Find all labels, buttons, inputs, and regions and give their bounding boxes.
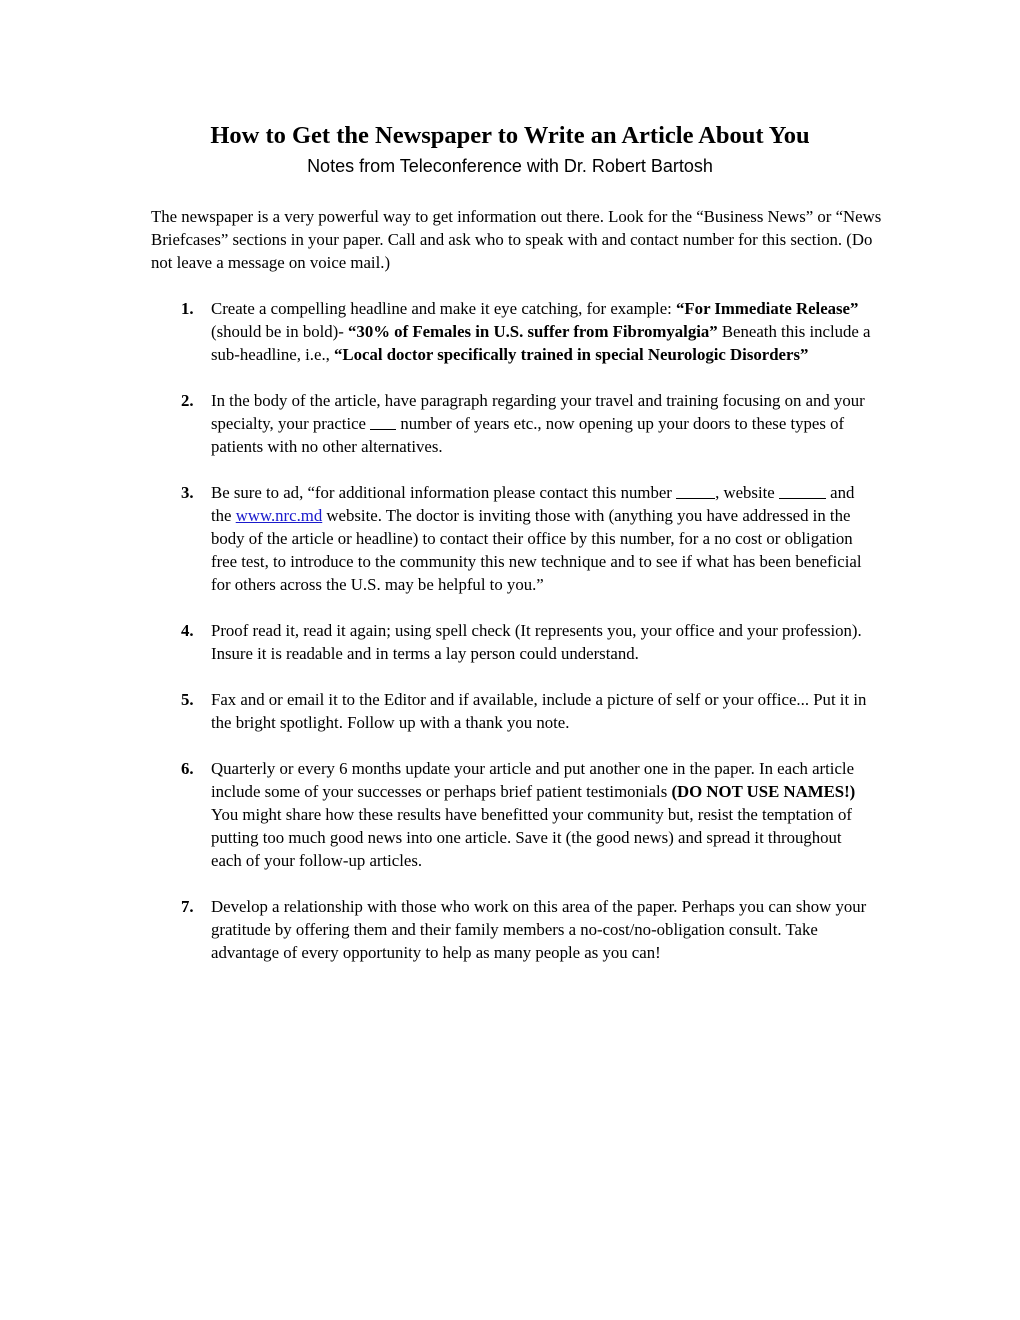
bold-run: “30% of Females in U.S. suffer from Fibromyalgia” (348, 322, 718, 341)
text-run: You might share how these results have benefitted your community but, resist the temptation of putting too much good news into one article. Save it (the good news) and spread it throughout each of your follow-up articles. (211, 805, 852, 870)
list-item-text (211, 481, 871, 596)
text-run: website. The doctor is inviting those with (anything you have addressed in the body of the article or headline) to contact their office by this number, for a no cost or obligation free test, to introduce to the community this new technique and to see if what has been beneficial for others across the U.S. may be helpful to you.” (211, 506, 862, 594)
list-item-number: 7. (181, 897, 194, 916)
list-item (151, 481, 891, 596)
document-title: How to Get the Newspaper to Write an Article About You (210, 122, 810, 149)
list-item-number: 4. (181, 621, 194, 640)
text-run: Create a compelling headline and make it eye catching, for example: (211, 299, 677, 318)
list-item-number: 2. (181, 391, 194, 410)
text-run: and the (211, 483, 855, 525)
fill-in-blank (676, 497, 715, 499)
list-item-text (211, 619, 871, 665)
list-item-number: 6. (181, 759, 194, 778)
bold-run: “Local doctor specifically trained in special Neurologic Disorders” (334, 345, 809, 364)
list-item (151, 757, 891, 872)
list-item-text (211, 297, 871, 366)
text-run: , website (715, 483, 779, 502)
website-link[interactable]: www.nrc.md (235, 506, 323, 525)
text-run: Beneath this include a sub-headline, i.e., (211, 322, 871, 364)
list-item (151, 389, 891, 458)
list-item-number: 5. (181, 690, 194, 709)
numbered-list (151, 297, 891, 987)
list-item (151, 619, 891, 665)
list-item-number: 3. (181, 483, 194, 502)
text-run: Fax and or email it to the Editor and if available, include a picture of self or your office... Put it in the bright spotlight. Follow up with a thank you note. (211, 690, 867, 732)
text-run: Be sure to ad, “for additional information please contact this number (211, 483, 677, 502)
text-run: Quarterly or every 6 months update your article and put another one in the paper. In each article include some of your successes or perhaps brief patient testimonials (211, 759, 855, 801)
list-item (151, 297, 891, 366)
intro-paragraph: The newspaper is a very powerful way to get information out there. Look for the “Business News” or “News Briefcases” sections in your paper. Call and ask who to speak with and contact number for this section. (Do not leave a message on voice mail.) (151, 207, 882, 272)
list-item-text (211, 757, 871, 872)
list-item (151, 688, 891, 734)
text-run: (should be in bold)- (211, 322, 349, 341)
document-subtitle: Notes from Teleconference with Dr. Robert Bartosh (307, 156, 713, 176)
list-item (151, 895, 891, 964)
text-run: Proof read it, read it again; using spell check (It represents you, your office and your profession). Insure it is readable and in terms a lay person could understand. (211, 621, 862, 663)
fill-in-blank (370, 428, 396, 430)
text-run: Develop a relationship with those who work on this area of the paper. Perhaps you can show your gratitude by offering them and their family members a no-cost/no-obligation consult. Take advantage of every opportunity to help as many people as you can! (211, 897, 867, 962)
bold-run: “For Immediate Release” (676, 299, 859, 318)
list-item-number: 1. (181, 299, 194, 318)
bold-run: (DO NOT USE NAMES!) (671, 782, 856, 801)
text-run: number of years etc., now opening up your doors to these types of patients with no other alternatives. (211, 414, 845, 456)
list-item-text (211, 688, 871, 734)
text-run: In the body of the article, have paragraph regarding your travel and training focusing on and your specialty, your practice (211, 391, 865, 433)
fill-in-blank (779, 497, 826, 499)
list-item-text (211, 895, 871, 964)
list-item-text (211, 389, 871, 458)
